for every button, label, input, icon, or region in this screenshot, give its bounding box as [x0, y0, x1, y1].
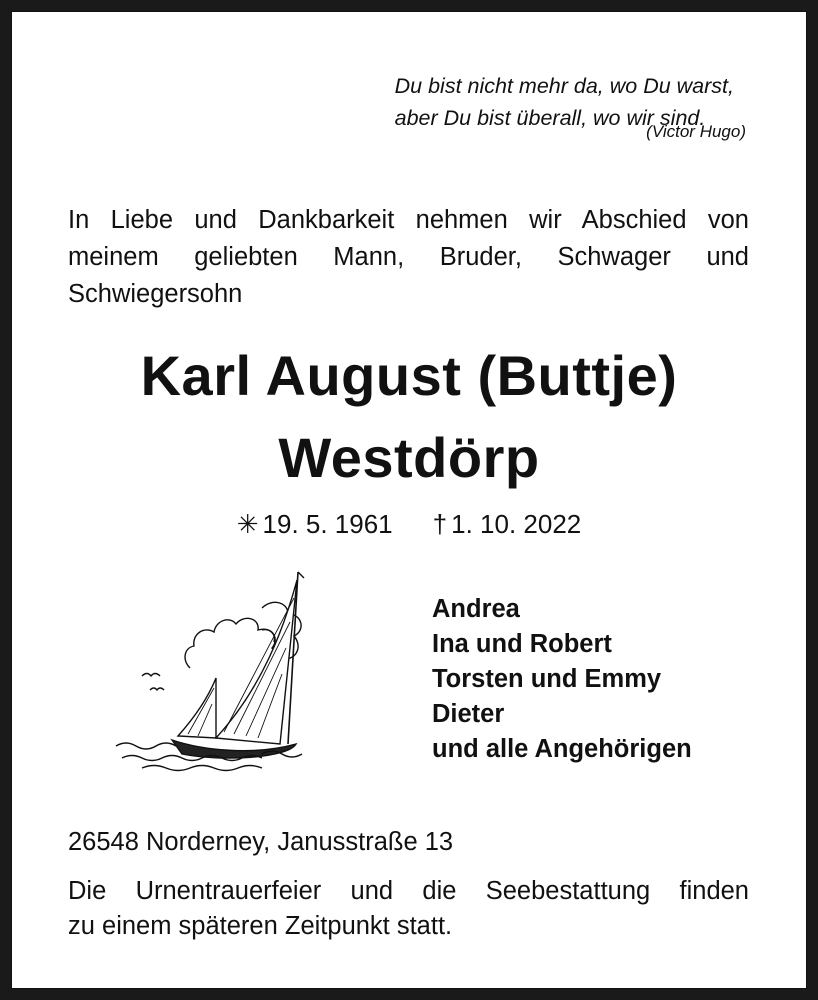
funeral-notice: [68, 874, 749, 944]
quote-line-1: Du bist nicht mehr da, wo Du warst,: [394, 74, 734, 98]
address: 26548 Norderney, Janusstraße 13: [68, 828, 454, 856]
death-date: 1. 10. 2022: [451, 509, 582, 539]
notice-line-2: zu einem späteren Zeitpunkt statt.: [68, 912, 453, 940]
quote-author: (Victor Hugo): [646, 122, 746, 141]
notice-line-1: Die Urnentrauerfeier und die Seebestattung finden: [68, 877, 749, 905]
deceased-name: Karl August (Buttje): [140, 344, 678, 407]
life-dates: [0, 506, 818, 542]
mourner: Ina und Robert: [432, 630, 612, 658]
birth-date: 19. 5. 1961: [262, 509, 393, 539]
deceased-surname: Westdörp: [278, 426, 540, 489]
mourner: Dieter: [432, 700, 505, 728]
intro-text: [68, 202, 749, 313]
intro-line-2: meinem geliebten Mann, Bruder, Schwager und: [68, 243, 749, 271]
death-cross-icon: †: [432, 509, 448, 539]
mourner: Andrea: [432, 595, 520, 623]
quote-line-2: aber Du bist überall, wo wir sind.: [394, 106, 706, 130]
sailboat-icon: [112, 568, 322, 778]
intro-line-3: Schwiegersohn: [68, 280, 243, 308]
mourners-list: [432, 592, 692, 767]
mourner: und alle Angehörigen: [432, 735, 692, 763]
birth-star-icon: ✳: [236, 509, 259, 539]
intro-line-1: In Liebe und Dankbarkeit nehmen wir Abschied von: [68, 206, 749, 234]
mourner: Torsten und Emmy: [432, 665, 662, 693]
